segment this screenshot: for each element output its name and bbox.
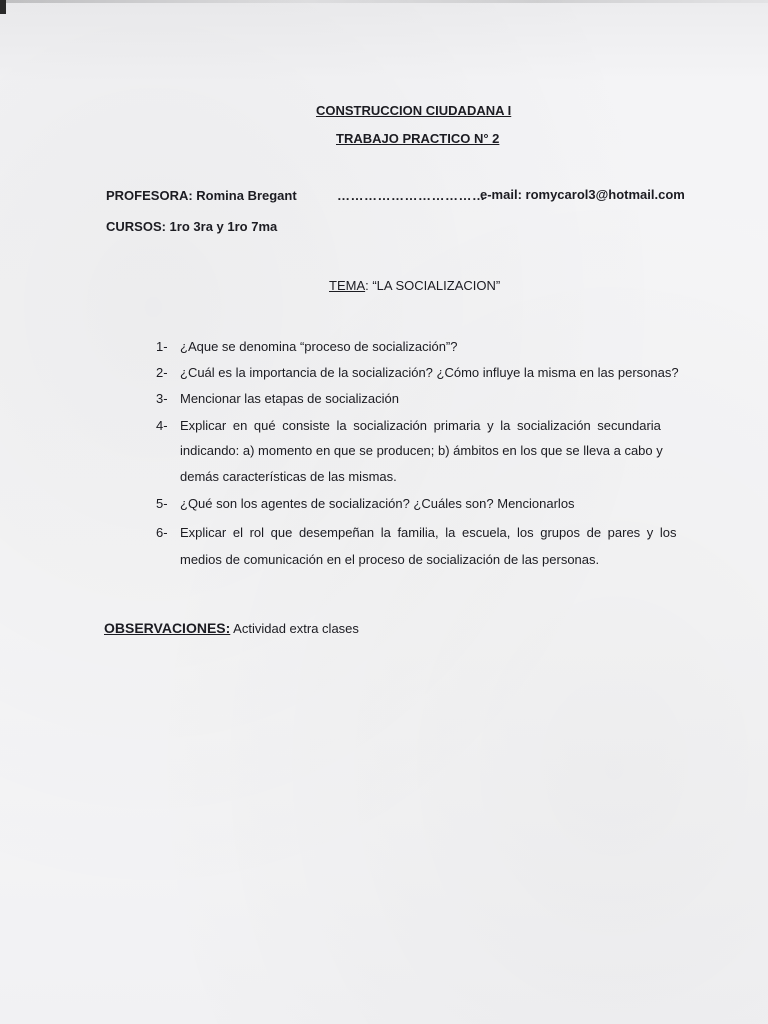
observations-text: Actividad extra clases <box>230 621 359 636</box>
question-text: Explicar el rol que desempeñan la familia, la escuela, los grupos de pares y los <box>180 525 677 540</box>
question-number: 5- <box>156 496 168 511</box>
question-text: ¿Aque se denomina “proceso de socialización”? <box>180 339 458 354</box>
question-text: ¿Qué son los agentes de socialización? ¿Cuáles son? Mencionarlos <box>180 496 575 511</box>
email-line: e-mail: romycarol3@hotmail.com <box>480 187 685 202</box>
question-text: Mencionar las etapas de socialización <box>180 391 399 406</box>
teacher-line: PROFESORA: Romina Bregant <box>106 188 297 203</box>
topic-value: : “LA SOCIALIZACION” <box>365 278 501 293</box>
document-title: CONSTRUCCION CIUDADANA I <box>316 103 512 118</box>
question-text-continued: medios de comunicación en el proceso de socialización de las personas. <box>180 552 600 567</box>
topic-label: TEMA <box>329 278 366 293</box>
topic-line <box>329 278 500 293</box>
courses-line: CURSOS: 1ro 3ra y 1ro 7ma <box>106 219 278 234</box>
scan-top-edge <box>0 0 768 3</box>
scan-corner-mark <box>0 0 6 14</box>
question-text: Explicar en qué consiste la socialización primaria y la socialización secundaria <box>180 418 661 433</box>
observations-line <box>104 620 359 636</box>
question-number: 3- <box>156 391 168 406</box>
question-number: 1- <box>156 339 168 354</box>
observations-label: OBSERVACIONES: <box>104 620 231 636</box>
question-number: 2- <box>156 365 168 380</box>
question-number: 6- <box>156 525 168 540</box>
question-text-continued: indicando: a) momento en que se producen; b) ámbitos en los que se lleva a cabo y <box>180 443 663 458</box>
question-number: 4- <box>156 418 168 433</box>
dotted-separator: …………………………… <box>337 188 486 203</box>
question-text-continued: demás características de las mismas. <box>180 469 397 484</box>
question-text: ¿Cuál es la importancia de la socialización? ¿Cómo influye la misma en las personas? <box>180 365 679 380</box>
document-subtitle: TRABAJO PRACTICO N° 2 <box>336 131 500 146</box>
